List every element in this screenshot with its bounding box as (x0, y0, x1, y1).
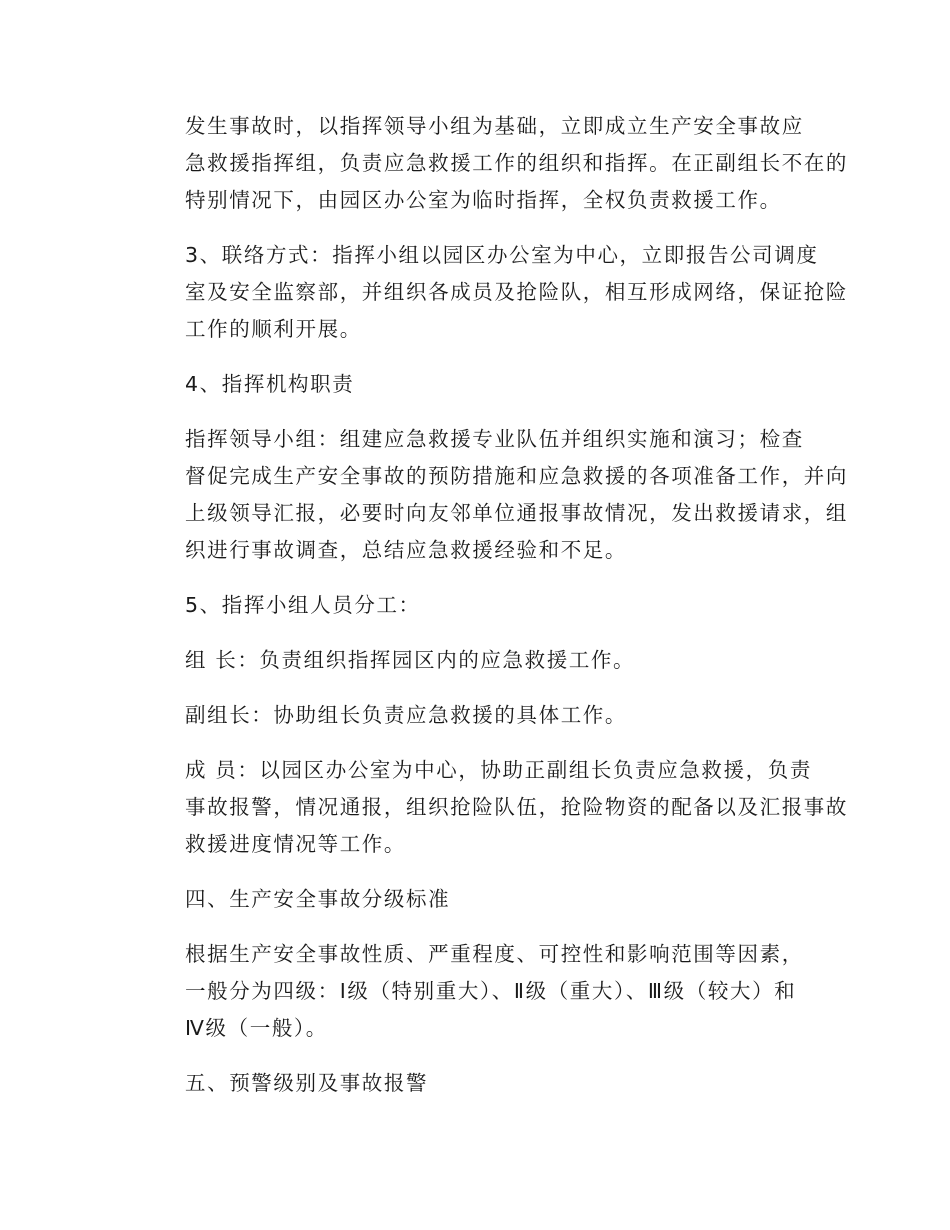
text-line: 5、指挥小组人员分工： (185, 593, 421, 617)
text-line: 督促完成生产安全事故的预防措施和应急救援的各项准备工作，并向 (185, 464, 848, 488)
section-heading-accident-levels (143, 881, 805, 918)
paragraph-command-group (143, 108, 848, 219)
text-line: 事故报警，情况通报，组织抢险队伍，抢险物资的配备以及汇报事故 (185, 795, 848, 819)
paragraph-contact-method (143, 237, 848, 348)
text-line: 4、指挥机构职责 (185, 372, 355, 396)
text-line: 室及安全监察部，并组织各成员及抢险队，相互形成网络，保证抢险 (185, 280, 848, 304)
text-line: 组 长：负责组织指挥园区内的应急救援工作。 (185, 648, 636, 672)
text-line: 上级领导汇报，必要时向友邻单位通报事故情况，发出救援请求，组 (185, 501, 848, 525)
section-heading-responsibilities (143, 366, 805, 403)
text-line: 工作的顺利开展。 (185, 317, 362, 341)
paragraph-leadership-duties (143, 421, 848, 569)
text-line: 根据生产安全事故性质、严重程度、可控性和影响范围等因素， (185, 942, 804, 966)
paragraph-level-classification (143, 936, 805, 1047)
text-line: 3、联络方式：指挥小组以园区办公室为中心，立即报告公司调度 (185, 243, 819, 267)
paragraph-deputy-leader (143, 697, 805, 734)
text-line: 五、预警级别及事故报警 (185, 1071, 429, 1095)
section-heading-division-of-labor (143, 587, 805, 624)
document-body (143, 108, 848, 1120)
text-line: Ⅳ级（一般）。 (185, 1016, 328, 1040)
paragraph-members (143, 752, 848, 863)
paragraph-group-leader (143, 642, 805, 679)
text-line: 救援进度情况等工作。 (185, 832, 406, 856)
text-line: 一般分为四级：Ⅰ级（特别重大）、Ⅱ级（重大）、Ⅲ级（较大）和 (185, 979, 797, 1003)
section-heading-warning-levels (143, 1065, 805, 1102)
text-line: 副组长：协助组长负责应急救援的具体工作。 (185, 703, 627, 727)
text-line: 指挥领导小组：组建应急救援专业队伍并组织实施和演习；检查 (185, 427, 804, 451)
text-line: 成 员：以园区办公室为中心，协助正副组长负责应急救援，负责 (185, 758, 812, 782)
text-line: 织进行事故调查，总结应急救援经验和不足。 (185, 538, 627, 562)
text-line: 四、生产安全事故分级标准 (185, 887, 451, 911)
text-line: 发生事故时，以指挥领导小组为基础，立即成立生产安全事故应 (185, 114, 804, 138)
text-line: 急救援指挥组，负责应急救援工作的组织和指挥。在正副组长不在的 (185, 151, 848, 175)
text-line: 特别情况下，由园区办公室为临时指挥，全权负责救援工作。 (185, 188, 782, 212)
